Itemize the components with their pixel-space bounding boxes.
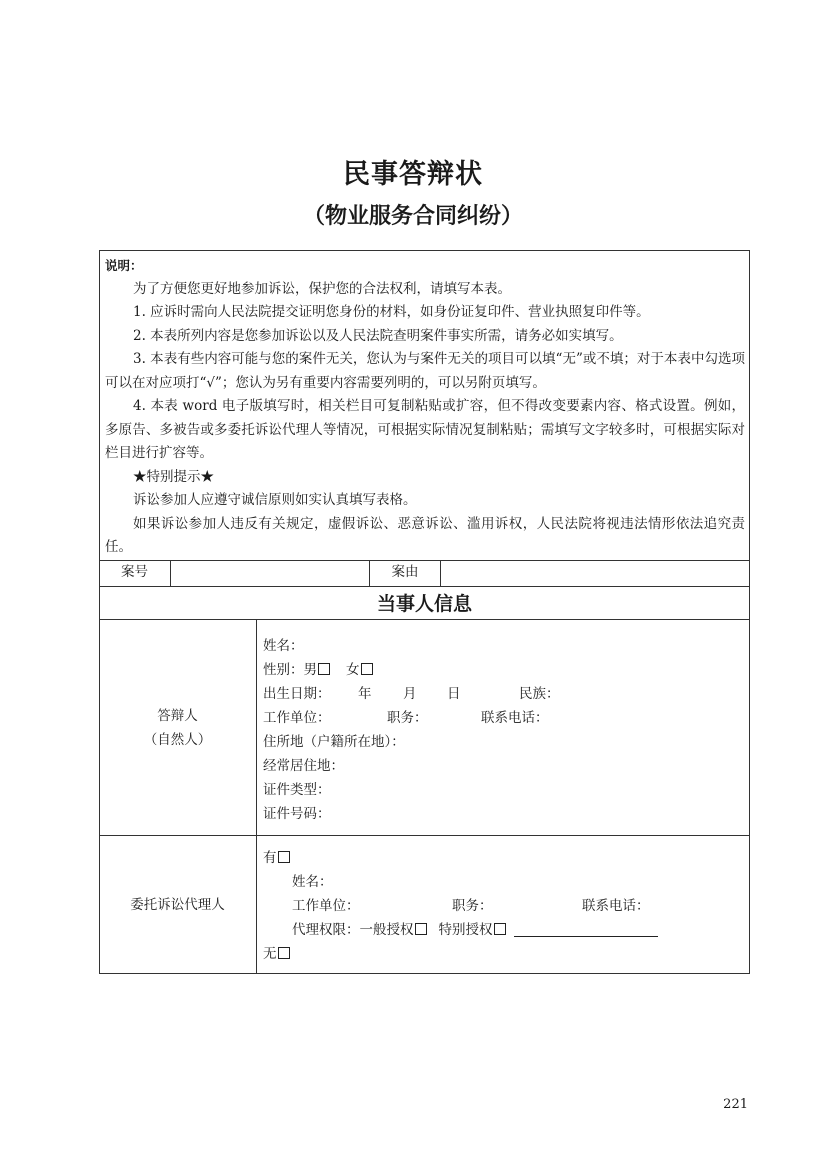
female-option: 女 <box>346 662 360 678</box>
form-table <box>99 250 750 974</box>
row-divider <box>99 586 750 587</box>
respondent-label-line: 答辩人 <box>157 708 198 724</box>
respondent-label <box>99 705 256 752</box>
agent-yes-checkbox[interactable] <box>278 851 290 863</box>
position-label: 职务： <box>387 710 428 726</box>
residence-label: 住所地（户籍所在地）： <box>263 734 405 750</box>
case-number-field[interactable] <box>171 561 369 586</box>
respondent-fields <box>263 634 560 826</box>
year-label: 年 <box>358 686 372 702</box>
special-authority-checkbox[interactable] <box>494 923 506 935</box>
instructions-paragraph: 如果诉讼参加人违反有关规定，虚假诉讼、恶意诉讼、滥用诉权，人民法院将视违法情形依法追究责任。 <box>105 515 745 555</box>
work-unit-label: 工作单位： <box>263 710 331 726</box>
birth-date-label: 出生日期： <box>263 686 331 702</box>
instructions-paragraph: 2. 本表所列内容是您参加诉讼以及人民法院查明案件事实所需，请务必如实填写。 <box>133 327 623 344</box>
day-label: 日 <box>447 686 461 702</box>
instructions-paragraph: 诉讼参加人应遵守诚信原则如实认真填写表格。 <box>133 492 417 508</box>
case-cause-label: 案由 <box>391 564 419 580</box>
page-number: 221 <box>723 1097 748 1112</box>
general-authority-option: 一般授权 <box>359 922 414 938</box>
ethnicity-label: 民族： <box>519 686 560 702</box>
name-label: 姓名： <box>263 638 304 654</box>
agent-fields <box>263 846 658 966</box>
agent-label: 委托诉讼代理人 <box>130 897 225 913</box>
agent-yes-option: 有 <box>263 850 277 866</box>
instructions-heading: 说明： <box>105 258 143 273</box>
general-authority-checkbox[interactable] <box>415 923 427 935</box>
phone-label: 联系电话： <box>481 710 549 726</box>
habitual-residence-label: 经常居住地： <box>263 758 344 774</box>
document-title: 民事答辩状 <box>343 159 483 190</box>
respondent-type-label: （自然人） <box>143 731 212 748</box>
case-cause-field[interactable] <box>441 561 749 586</box>
agent-work-unit-label: 工作单位： <box>292 898 360 914</box>
agent-no-checkbox[interactable] <box>278 947 290 959</box>
instructions-paragraph: 为了方便您更好地参加诉讼，保护您的合法权利，请填写本表。 <box>133 280 511 297</box>
instructions-paragraph: 1. 应诉时需向人民法院提交证明您身份的材料，如身份证复印件、营业执照复印件等。 <box>133 304 650 320</box>
month-label: 月 <box>403 686 417 702</box>
row-divider <box>99 835 750 836</box>
table-border-bottom <box>99 973 750 974</box>
agent-position-label: 职务： <box>452 898 493 914</box>
male-checkbox[interactable] <box>318 663 330 675</box>
gender-label: 性别： <box>263 662 304 678</box>
special-authority-option: 特别授权 <box>438 922 493 938</box>
female-checkbox[interactable] <box>361 663 373 675</box>
special-authority-blank[interactable] <box>514 922 658 937</box>
instructions-paragraph: 4. 本表 word 电子版填写时，相关栏目可复制粘贴或扩容，但不得改变要素内容、格式设置。例如，多原告、多被告或多委托诉讼代理人等情况，可根据实际情况复制粘贴；需填写文字较多时，可根据实际对栏目进行扩容等。 <box>105 398 745 461</box>
party-info-heading: 当事人信息 <box>376 593 472 615</box>
instructions <box>105 254 745 560</box>
table-border-top <box>99 250 750 251</box>
id-number-label: 证件号码： <box>263 806 331 822</box>
male-option: 男 <box>303 662 317 678</box>
document-subtitle: （物业服务合同纠纷） <box>302 204 523 229</box>
special-notice: ★特别提示★ <box>133 468 214 485</box>
authority-label: 代理权限： <box>292 922 360 938</box>
agent-name-label: 姓名： <box>292 874 333 890</box>
case-number-label: 案号 <box>121 564 148 580</box>
col-divider <box>256 619 257 973</box>
id-type-label: 证件类型： <box>263 782 331 798</box>
instructions-paragraph: 3. 本表有些内容可能与您的案件无关，您认为与案件无关的项目可以填“无”或不填；对于本表中勾选项可以在对应项打“√”；您认为另有重要内容需要列明的，可以另附页填写。 <box>105 351 745 391</box>
agent-no-option: 无 <box>263 946 277 962</box>
agent-phone-label: 联系电话： <box>582 898 650 914</box>
